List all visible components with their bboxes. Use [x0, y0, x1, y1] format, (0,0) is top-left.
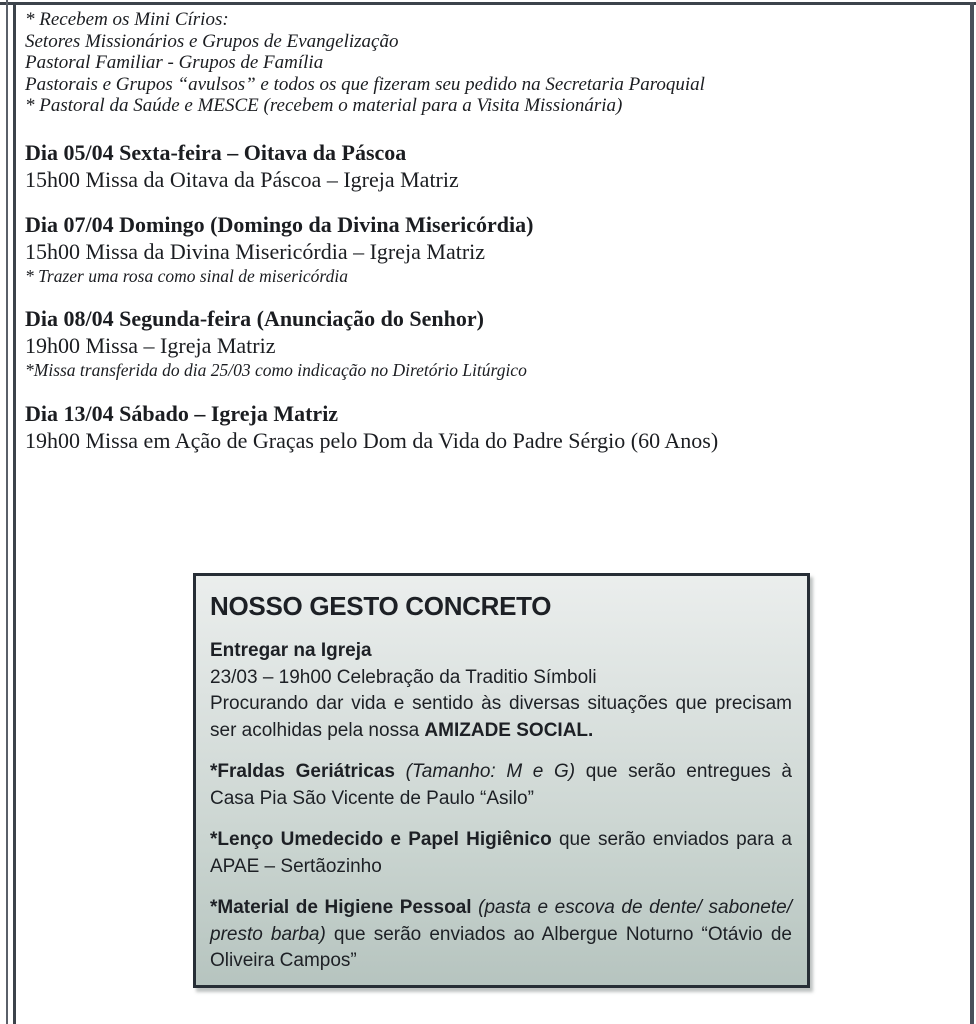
gesture-box	[193, 573, 810, 988]
page-border-right	[970, 2, 974, 1024]
event-note: *Missa transferida do dia 25/03 como indicação no Diretório Litúrgico	[25, 360, 527, 380]
page-border-left-inner	[13, 2, 16, 1024]
event-section	[25, 305, 942, 381]
material-text: que serão enviados ao Albergue Noturno “Otávio de Oliveira Campos”	[210, 923, 792, 971]
event-detail: 19h00 Missa em Ação de Graças pelo Dom da Vida do Padre Sérgio (60 Anos)	[25, 428, 719, 453]
intro-line: Setores Missionários e Grupos de Evangelização	[25, 30, 399, 52]
event-note: * Trazer uma rosa como sinal de misericórdia	[25, 266, 348, 286]
intro-line: Pastorais e Grupos “avulsos” e todos os que fizeram seu pedido na Secretaria Paroquial	[25, 73, 705, 95]
celebracao-line	[210, 665, 792, 692]
page-border-top	[0, 2, 976, 5]
procurando-paragraph	[210, 691, 792, 744]
material-label: *Material de Higiene Pessoal	[210, 897, 479, 918]
celebracao-text: 23/03 – 19h00 Celebração da Traditio Símboli	[210, 666, 597, 688]
intro-line: * Recebem os Mini Círios:	[25, 9, 229, 30]
entregar-paragraph	[210, 638, 792, 665]
event-detail: 15h00 Missa da Oitava da Páscoa – Igreja Matriz	[25, 167, 459, 192]
event-section	[25, 400, 942, 454]
event-section	[25, 139, 942, 193]
intro-block	[25, 9, 936, 117]
fraldas-paragraph	[210, 759, 792, 812]
lenco-paragraph	[210, 827, 792, 880]
event-heading: Dia 05/04 Sexta-feira – Oitava da Páscoa	[25, 140, 407, 165]
page-border-left-outer	[6, 0, 8, 1024]
amizade-social-text: AMIZADE SOCIAL.	[424, 719, 594, 741]
event-heading: Dia 07/04 Domingo (Domingo da Divina Misericórdia)	[25, 212, 534, 237]
fraldas-label: *Fraldas Geriátricas	[210, 761, 406, 782]
lenco-text: que serão enviados para a APAE – Sertãozinho	[210, 829, 792, 877]
event-heading: Dia 08/04 Segunda-feira (Anunciação do Senhor)	[25, 306, 484, 331]
material-items-note: (pasta e escova de dente/ sabonete/ presto barba)	[210, 897, 792, 945]
event-detail: 15h00 Missa da Divina Misericórdia – Igreja Matriz	[25, 239, 486, 264]
procurando-text: Procurando dar vida e sentido às diversas situações que precisam ser acolhidas pela nossa	[210, 693, 792, 741]
fraldas-text: que serão entregues à Casa Pia São Vicente de Paulo “Asilo”	[210, 761, 792, 809]
fraldas-size-note: (Tamanho: M e G)	[405, 761, 586, 782]
event-section	[25, 211, 942, 287]
event-heading: Dia 13/04 Sábado – Igreja Matriz	[25, 401, 339, 426]
lenco-label: *Lenço Umedecido e Papel Higiênico	[210, 829, 559, 850]
intro-line: Pastoral Familiar - Grupos de Família	[25, 52, 324, 73]
event-detail: 19h00 Missa – Igreja Matriz	[25, 333, 276, 358]
intro-line: * Pastoral da Saúde e MESCE (recebem o material para a Visita Missionária)	[25, 95, 623, 116]
gesture-box-title: NOSSO GESTO CONCRETO	[210, 591, 552, 621]
material-paragraph	[210, 895, 792, 975]
entregar-label: Entregar na Igreja	[210, 640, 372, 661]
